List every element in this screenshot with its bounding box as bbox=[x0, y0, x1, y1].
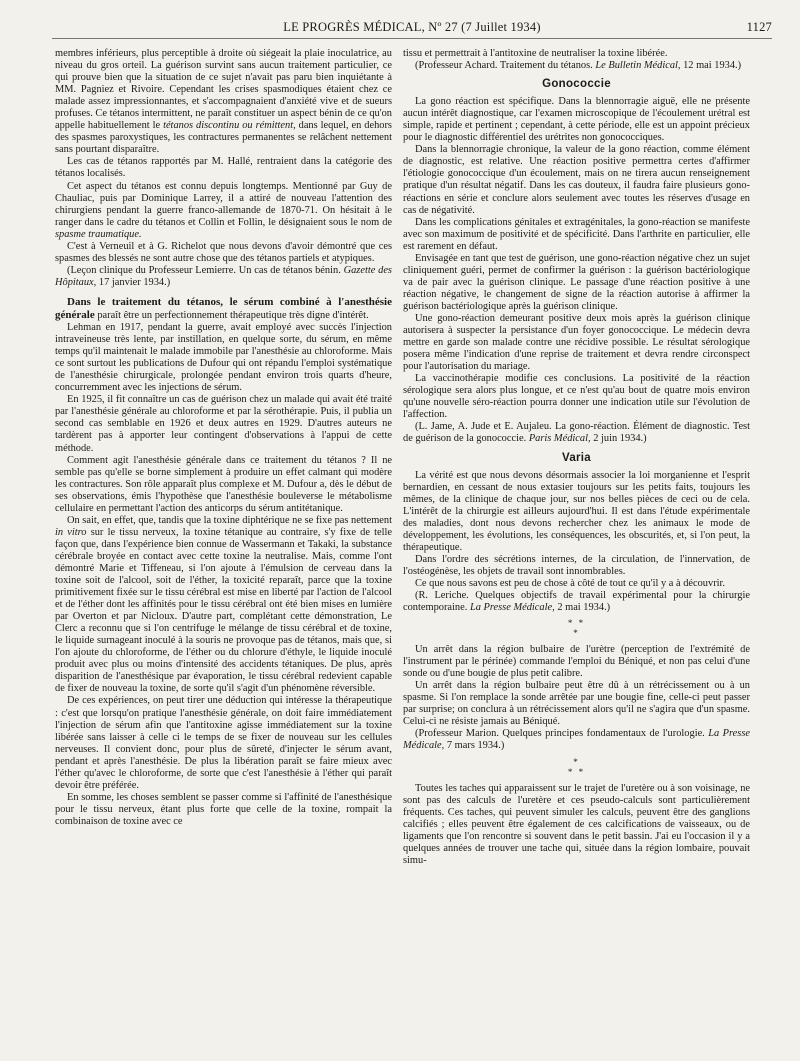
paragraph: Dans le traitement du tétanos, le sérum combiné à l'anesthésie générale paraît être un perfectionnement thérapeutique très digne d'intérêt. bbox=[55, 295, 392, 321]
paragraph: Lehman en 1917, pendant la guerre, avait employé avec succès l'injection intraveineuse très lente, par instillation, en quelque sorte, du sérum, en même temps qu'il maintenait le malade immobile par l'anesthésie au chloroforme. Mais ce sont surtout les publications de Dufour qui ont répandu l'emploi systématique de l'anesthésie chirurgicale, prolongée pendant environ trois quarts d'heure, concurremment avec les injections de sérum. bbox=[55, 322, 392, 394]
paragraph: De ces expériences, on peut tirer une déduction qui intéresse la thérapeutique : c'est que lorsqu'on pratique l'anesthésie générale, on doit faire immédiatement l'injection de sérum afin que l'antitoxine agisse immédiatement sur la toxine libérée sans laisser à celle ci le temps de se fixer de nouveau sur les cellules nerveuses. Il convient donc, pour plus de sûreté, d'injecter le sérum avant, pendant et après l'anesthésie. De plus la libération paraît se faire mieux avec l'éther qu'avec le chloroforme, de sorte que c'est l'anesthésie à l'éther qui paraît devoir être préférée. bbox=[55, 695, 392, 791]
lead-heading: Dans le traitement du tétanos, le sérum combiné à l'anesthésie générale bbox=[55, 295, 392, 321]
paragraph: En somme, les choses semblent se passer comme si l'affinité de l'anesthésique pour le tissu nerveux, étant plus forte que celle de la toxine, rompait la combinaison de toxine avec ce bbox=[55, 791, 392, 827]
section-separator-stars: * * * bbox=[567, 618, 586, 639]
paragraph: membres inférieurs, plus perceptible à droite où siégeait la plaie inoculatrice, au niveau du gros orteil. La guérison survint sans aucun traitement particulier, ce qui prouve bien que la situation de ce sujet n'avait pas paru bien inquiétante à MM. Pagniez et Rivoire. Cependant les crises spasmodiques étaient chez ce malade assez impressionnantes, et s'accompagnaient d'anxiété vive et de sueurs profuses. Ce tétanos intermittent, ne paraît constituer un aspect bénin de ce qu'on appelle habituellement le tétanos discontinu ou rémittent, dans lequel, en dehors des spasmes paroxystiques, les contractures permanentes se relâchent nettement sans pourtant disparaître. bbox=[55, 48, 392, 156]
left-column bbox=[55, 48, 392, 828]
paragraph: Dans les complications génitales et extragénitales, la gono-réaction se manifeste avec son maximum de positivité et de spécificité. Dans l'arthrite en particulier, elle est rarement en défaut. bbox=[403, 216, 750, 252]
paragraph: Dans la blennorragie chronique, la valeur de la gono réaction, comme élément de diagnostic, est relative. Une réaction positive permettra certes d'affirmer l'étiologie gonococcique d'un écoulement, mais on ne tirera aucun renseignement pratique d'un résultat négatif. Dans les cas douteux, il faudra faire plusieurs gono-réactions en série et conclure alors seulement avec toutes les réserves d'usage en cas de négativité. bbox=[403, 144, 750, 216]
paragraph: On sait, en effet, que, tandis que la toxine diphtérique ne se fixe pas nettement in vitro sur le tissu nerveux, la toxine tétanique au contraire, s'y fixe de telle façon que, dans l'expérience bien connue de Wassermann et Takaki, la substance cérébrale broyée en contact avec cette toxine la neutralise. Mais, comme l'ont démontré Marie et Tiffeneau, si l'on ajoute à l'émulsion de cerveau dans la toxine soit de l'alcool, soit de l'éther, la toxicité reparaît, parce que la toxine primitivement fixée sur le tissu cérébral est mise en liberté par l'action de l'alcool et de l'éther dont les affinités pour le tissu cérébral ont été bien mises en lumière par Overton et par Nicloux. D'autre part, complétant cette démonstration, Le Clerc a reconnu que si l'on centrifuge le mélange de tissu cérébral et de toxine, le liquide surnageant inoculé à la souris ne provoque pas de tétanos, mais que, si l'on ajoute du chloroforme, de l'éther ou du chlorure d'éthyle, le liquide inoculé produit avec plus ou moins d'intensité des accidents tétaniques. De plus, après disparition de l'anesthésique par évaporation, le tissu cérébral redevient capable de fixer de nouveau la toxine, de sorte qu'il s'agit d'un phénomène réversible. bbox=[55, 514, 392, 695]
citation: (Professeur Achard. Traitement du tétanos. Le Bulletin Médical, 12 mai 1934.) bbox=[415, 60, 742, 72]
citation: (Leçon clinique du Professeur Lemierre. Un cas de tétanos bénin. Gazette des Hôpitaux, 17 janvier 1934.) bbox=[55, 264, 392, 288]
paragraph: tissu et permettrait à l'antitoxine de neutraliser la toxine libérée. bbox=[403, 48, 668, 59]
header-rule bbox=[52, 38, 772, 39]
paragraph: Toutes les taches qui apparaissent sur le trajet de l'uretère ou à son voisinage, ne sont pas des calculs de l'uretère et ces pseudo-calculs sont particulièrement fréquents. Ces taches, qui peuvent simuler les calculs, peuvent être des ganglions calcifiés ; elles peuvent être également de ces calcifications de vaisseaux, ou de ligaments que l'on rencontre si souvent dans le petit bassin. J'ai eu l'occasion il y a quelques années de trouver une tache qui, située dans la région lombaire, pouvait simu- bbox=[403, 782, 750, 866]
section-heading-gonococcie: Gonococcie bbox=[542, 78, 611, 91]
paragraph: La vérité est que nous devons désormais associer la loi morganienne et l'esprit bernardien, en cessant de nous extasier toujours sur les petits faits, toujours les mêmes, de la clinique de chaque jour, sur nos belles pièces de ceci ou de cela. L'intérêt de la chirurgie est ailleurs aujourd'hui. Il est dans l'étude expérimentale des maladies, dont nous devons rechercher chez les animaux le mode de développement, les évolutions, les conséquences, les obscurités, et, si l'on peut, la thérapeutique. bbox=[403, 469, 750, 553]
paragraph: Comment agit l'anesthésie générale dans ce traitement du tétanos ? Il ne semble pas qu'elle se borne simplement à produire un effet calmant qui modère les contractures. Son rôle apparaît plus complexe et M. Dufour a, dès le début de ses observations, émis l'hypothèse que l'anesthésie bouleverse le métabolisme cellulaire en permettant l'action des anticorps du sérum antitétanique. bbox=[55, 454, 392, 514]
paragraph: Un arrêt dans la région bulbaire peut être dû à un rétrécissement ou à un spasme. Si l'on remplace la sonde arrêtée par une bougie fine, celle-ci peut passer par surprise; on conclura à un rétrécissement alors qu'il ne s'agira que d'un spasme. Celui-ci ne résiste jamais au Béniqué. bbox=[403, 680, 750, 728]
paragraph: La gono réaction est spécifique. Dans la blennorragie aiguë, elle ne présente aucun intérêt diagnostique, car l'examen microscopique de l'écoulement urétral est simple, rapide et pertinent ; cependant, à cette période, elle est un appoint précieux pour le diagnostic différentiel des urétrites non gonococciques. bbox=[403, 96, 750, 144]
section-heading-varia: Varia bbox=[562, 451, 591, 464]
paragraph: Les cas de tétanos rapportés par M. Hallé, rentraient dans la catégorie des tétanos localisés. bbox=[55, 156, 392, 180]
citation: (L. Jame, A. Jude et E. Aujaleu. La gono-réaction. Élément de diagnostic. Test de guérison de la gonococcie. Paris Médical, 2 juin 1934.) bbox=[403, 421, 750, 445]
paragraph: Ce que nous savons est peu de chose à côté de tout ce qu'il y a à découvrir. bbox=[415, 577, 726, 589]
paragraph: Une gono-réaction demeurant positive deux mois après la guérison clinique autorisera à suspecter la persistance d'un foyer gonococcique. Le médecin devra mettre en garde son malade contre une récidive possible. Le résultat sérologique posera même l'indication d'une reprise de traitement et devra rendre circonspect pour l'autorisation du mariage. bbox=[403, 312, 750, 373]
right-column bbox=[403, 48, 750, 867]
paragraph: En 1925, il fit connaître un cas de guérison chez un malade qui avait été traité par l'anesthésie générale au chloroforme et par la sérothérapie. Puis, il publia un second cas semblable en 1926 et deux autres en 1929. D'autres auteurs ne tardèrent pas à apporter leur contingent d'observations à l'appui de cette méthode. bbox=[55, 394, 392, 454]
citation: (R. Leriche. Quelques objectifs de travail expérimental pour la chirurgie contemporaine. La Presse Médicale, 2 mai 1934.) bbox=[403, 590, 750, 614]
page-number: 1127 bbox=[746, 20, 772, 34]
running-title: LE PROGRÈS MÉDICAL, Nº 27 (7 Juillet 1934) bbox=[283, 20, 541, 34]
paragraph: Envisagée en tant que test de guérison, une gono-réaction négative chez un sujet cliniquement guéri, permet de confirmer la guérison : la guérison bactériologique va de pair avec la guérison clinique. Le passage d'une réaction positive à une réaction négative, le changement de signe de la réaction autorise à affirmer la guérison bactériologique après la guérison clinique. bbox=[403, 252, 750, 312]
citation: (Professeur Marion. Quelques principes fondamentaux de l'urologie. La Presse Médicale, 7 mars 1934.) bbox=[403, 728, 750, 752]
paragraph: Dans l'ordre des sécrétions internes, de la circulation, de l'innervation, de l'ostéogénèse, les objets de travail sont innombrables. bbox=[403, 553, 750, 577]
paragraph: La vaccinothérapie modifie ces conclusions. La positivité de la réaction sérologique sera alors plus longue, et ce n'est qu'au bout de quatre mois environ qu'une nouvelle séro-réaction pourra donner une indication utile sur l'évolution de l'affection. bbox=[403, 373, 750, 421]
paragraph: Un arrêt dans la région bulbaire de l'urètre (perception de l'extrémité de l'instrument par le périnée) commande l'emploi du Béniqué, et non pas celui d'une sonde ou d'une bougie de plus petit calibre. bbox=[403, 644, 750, 680]
paragraph: C'est à Verneuil et à G. Richelot que nous devons d'avoir démontré que ces spasmes des blessés ne sont autre chose que des tétanos partiels et atypiques. bbox=[55, 240, 392, 264]
section-separator-stars: * * * bbox=[567, 756, 586, 777]
paragraph: Cet aspect du tétanos est connu depuis longtemps. Mentionné par Guy de Chauliac, puis par Dominique Larrey, il a attiré de nouveau l'attention des chirurgiens pendant la guerre franco-allemande de 1870-71. On hésitait à le ranger dans le cadre du tétanos et Collin et Follin, le désignaient sous le nom de spasme traumatique. bbox=[55, 180, 392, 240]
running-header bbox=[52, 20, 772, 40]
